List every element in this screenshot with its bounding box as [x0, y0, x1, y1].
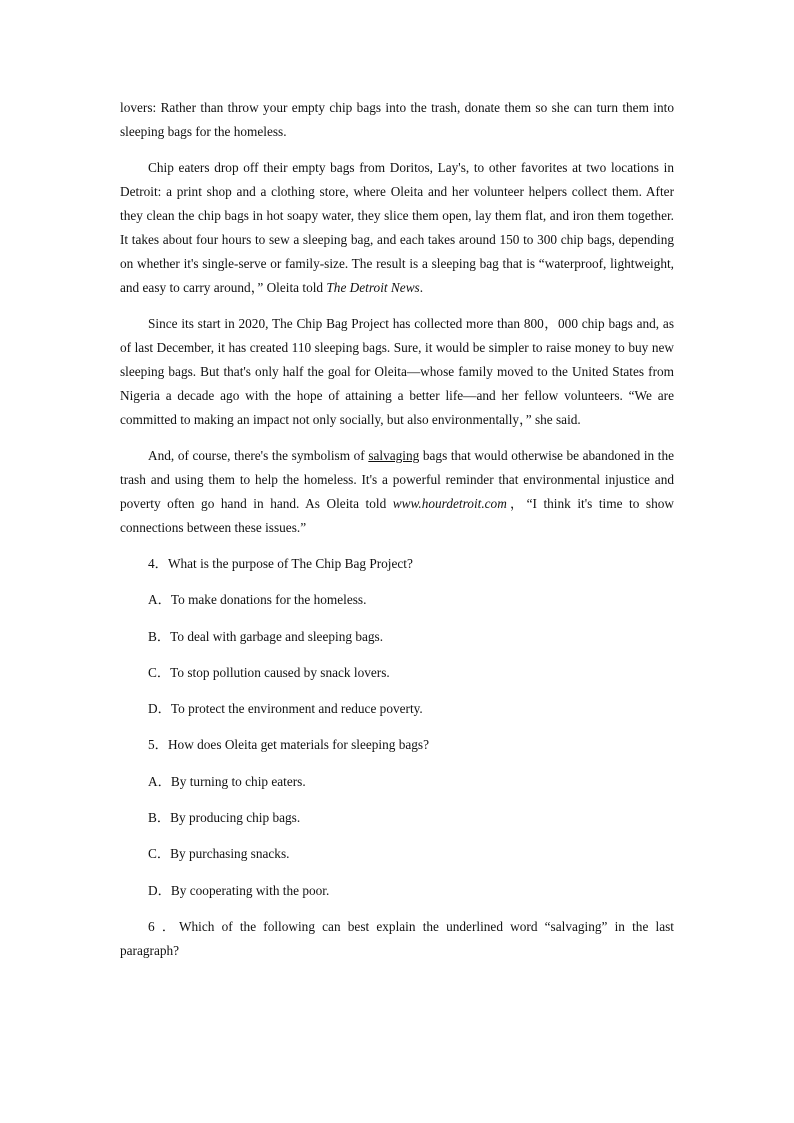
paragraph-text: bags that would otherwise be abandoned in the trash and using them to help the homeless. It's a powerful reminder that environmental injustice and poverty often go hand in hand. As Oleita told [120, 448, 674, 511]
paragraph-text: . [419, 280, 424, 295]
paragraph-text: Since its start in 2020, The Chip Bag Project has collected more than 800，000 chip bags and, as of last December, it has created 110 sleeping bags. Sure, it would be simpler to raise money to buy new sleeping bags. But that's only half the goal for Oleita—whose family moved to the United States from Nigeria a decade ago with the hope of attaining a better life—and her fellow volunteers. “We are committed to making an impact not only socially, but also environmentally，” she said. [120, 316, 674, 427]
document-body [120, 96, 674, 975]
underlined-word: salvaging [368, 448, 420, 463]
passage-paragraph-2 [120, 156, 674, 300]
question-stem: 4．What is the purpose of The Chip Bag Project? [148, 556, 413, 571]
website-name: www.hourdetroit.com [392, 496, 507, 511]
paragraph-text: And, of course, there's the symbolism of [148, 448, 369, 463]
option-d: D．To protect the environment and reduce poverty. [148, 701, 423, 717]
passage-paragraph-continued [120, 96, 674, 144]
passage-paragraph-4 [120, 444, 674, 540]
paragraph-text: Chip eaters drop off their empty bags from Doritos, Lay's, to other favorites at two locations in Detroit: a print shop and a clothing store, where Oleita and her volunteer helpers collect them. After they clean the chip bags in hot soapy water, they slice them open, lay them flat, and iron them together. It takes about four hours to sew a sleeping bag, and each takes around 150 to 300 chip bags, depending on whether it's single-serve or family-size. The result is a sleeping bag that is “waterproof, lightweight, and easy to carry around，” Oleita told [120, 160, 674, 295]
question-stem: 5．How does Oleita get materials for sleeping bags? [148, 737, 430, 753]
question-4 [120, 552, 674, 721]
question-stem: 6 ．Which of the following can best explain the underlined word “salvaging” in the last paragraph? [120, 918, 674, 958]
paragraph-text: lovers: Rather than throw your empty chip bags into the trash, donate them so she can turn them into sleeping bags for the homeless. [120, 100, 674, 139]
option-c: C．To stop pollution caused by snack lovers. [148, 664, 390, 680]
option-c: C．By purchasing snacks. [148, 846, 290, 862]
option-a: A．By turning to chip eaters. [148, 773, 306, 789]
option-b: B．To deal with garbage and sleeping bags. [148, 628, 384, 644]
question-5 [120, 733, 674, 902]
option-b: B．By producing chip bags. [148, 810, 301, 826]
passage-paragraph-3 [120, 312, 674, 432]
option-d: D．By cooperating with the poor. [148, 882, 330, 898]
paragraph-text: ，“I think it's time to show connections between these issues.” [120, 496, 675, 535]
option-a: A．To make donations for the homeless. [148, 592, 367, 608]
question-6 [120, 915, 674, 963]
source-name: The Detroit News [326, 280, 420, 295]
